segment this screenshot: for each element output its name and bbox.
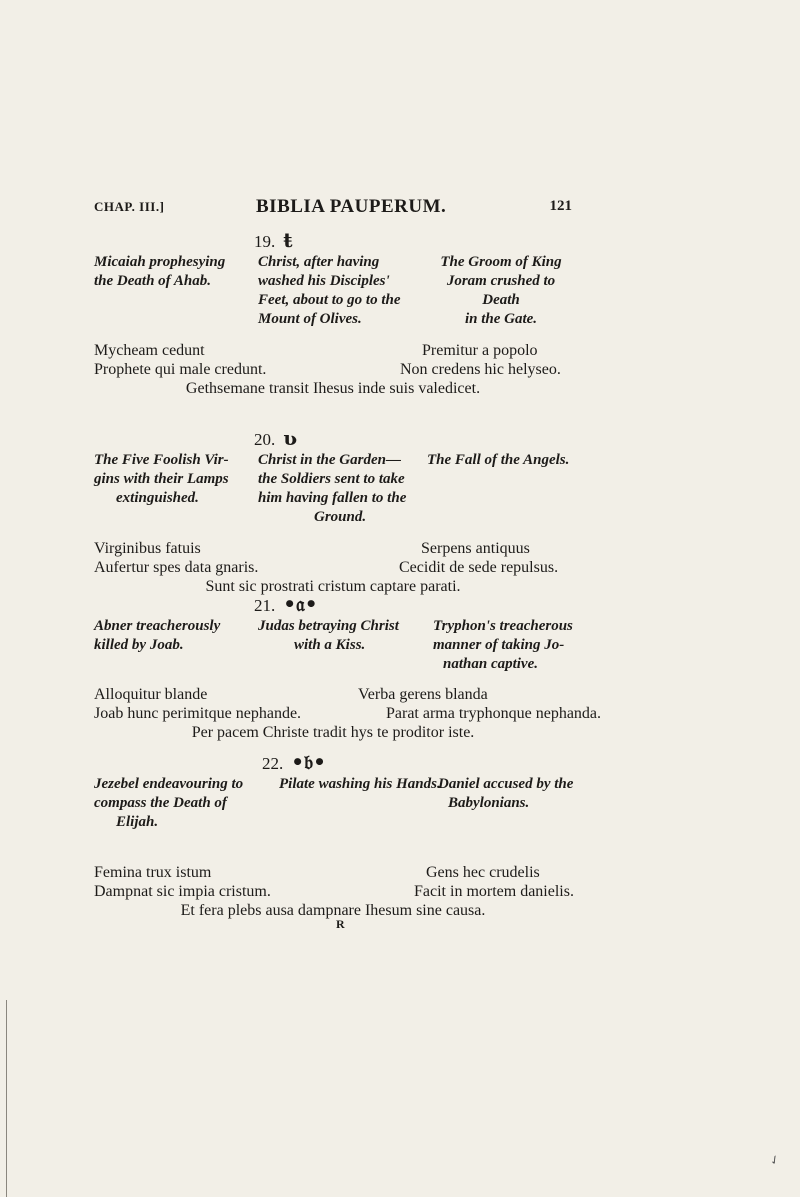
verse-right: Serpens antiquus Cecidit de sede repulsus. <box>399 540 559 576</box>
entry-number: 20. ʋ <box>254 426 298 450</box>
right-title: Daniel accused by the Babylonians. <box>438 776 574 811</box>
entry-number: 22. •𝔟• <box>262 750 326 774</box>
center-title: Christ, after having washed his Disciples' Feet, about to go to the Mount of Olives. <box>258 254 401 327</box>
right-title: The Fall of the Angels. <box>427 452 570 468</box>
book-title: BIBLIA PAUPERUM. <box>256 196 447 217</box>
center-title: Pilate washing his Hands. <box>279 776 441 792</box>
left-title: The Five Foolish Vir- gins with their Lamps extinguished. <box>94 452 229 506</box>
initial-letter-icon: ŧ <box>283 228 293 252</box>
verse-left: Femina trux istum Dampnat sic impia cristum. <box>94 864 271 900</box>
initial-letter-icon: •𝔞• <box>283 592 318 616</box>
verse-right: Gens hec crudelis Facit in mortem danielis. <box>414 864 574 900</box>
initial-letter-icon: ʋ <box>283 426 298 450</box>
signature-mark: R <box>336 917 345 931</box>
verse-center: Per pacem Christe tradit hys te proditor iste. <box>191 724 475 741</box>
entry-number: 21. •𝔞• <box>254 592 318 616</box>
verse-left: Alloquitur blande Joab hunc perimitque nephande. <box>94 686 302 722</box>
page-number: 121 <box>549 198 572 214</box>
chapter-label: CHAP. III.] <box>94 199 165 214</box>
right-title: Tryphon's treacherous manner of taking Jo- nathan captive. <box>433 618 573 672</box>
verse-right: Verba gerens blanda Parat arma tryphonque nephanda. <box>358 686 602 722</box>
initial-letter-icon: •𝔟• <box>291 750 326 774</box>
center-title: Judas betraying Christ with a Kiss. <box>258 618 399 653</box>
verse-left: Virginibus fatuis Aufertur spes data gnaris. <box>94 540 259 576</box>
left-title: Jezebel endeavouring to compass the Death of Elijah. <box>94 776 244 830</box>
left-title: Micaiah prophesying the Death of Ahab. <box>94 254 226 289</box>
verse-center: Gethsemane transit Ihesus inde suis valedicet. <box>185 380 481 397</box>
center-title: Christ in the Garden— the Soldiers sent to take him having fallen to the Ground. <box>258 452 407 525</box>
verse-center: Sunt sic prostrati cristum captare parati. <box>205 578 461 595</box>
entry-number: 19. ŧ <box>254 228 293 252</box>
verse-right: Premitur a popolo Non credens hic helyseo. <box>400 342 561 378</box>
left-title: Abner treacherously killed by Joab. <box>94 618 221 653</box>
pencil-check-mark: ✓ <box>766 1151 783 1169</box>
running-head <box>94 196 572 220</box>
verse-center: Et fera plebs ausa dampnare Ihesum sine causa. <box>180 902 486 919</box>
page-edge-line <box>6 1000 7 1197</box>
right-title: The Groom of King Joram crushed to Death in the Gate. <box>440 254 562 327</box>
verse-left: Mycheam cedunt Prophete qui male credunt. <box>94 342 267 378</box>
